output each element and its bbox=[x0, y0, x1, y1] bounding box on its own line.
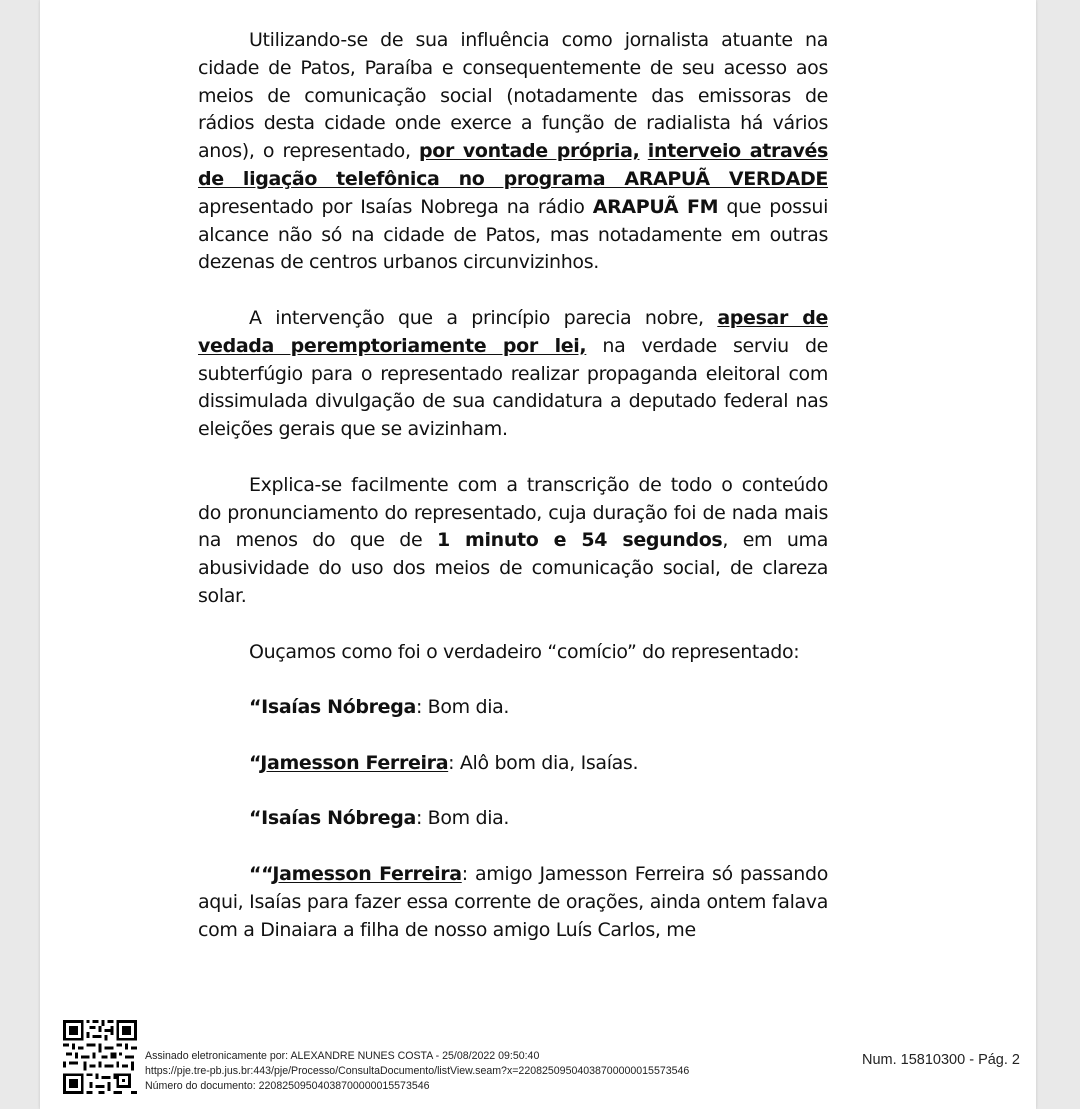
signed-by-line: Assinado eletronicamente por: ALEXANDRE NUNES COSTA - 25/08/2022 09:50:40 bbox=[145, 1050, 540, 1062]
paragraph-3: Explica-se facilmente com a transcrição de todo o conteúdo do pronunciamento do representado, cuja duração foi de nada mais na menos do que de 1 minuto e 54 segundos, em uma abusividade do uso dos meios de comunicação social, de clareza solar. bbox=[198, 473, 828, 607]
qr-code-icon bbox=[62, 1020, 138, 1094]
transcript-line-4: ““Jamesson Ferreira: amigo Jamesson Ferreira só passando aqui, Isaías para fazer essa corrente de orações, ainda ontem falava com a Dinaiara a filha de nosso amigo Luís Carlos, me bbox=[198, 862, 828, 941]
document-footer bbox=[0, 1016, 1080, 1109]
signature-info bbox=[145, 1049, 689, 1094]
paragraph-2: A intervenção que a princípio parecia nobre, apesar de vedada peremptoriamente por lei, na verdade serviu de subterfúgio para o representado realizar propaganda eleitoral com dissimulada divulgação de sua candidatura a deputado federal nas eleições gerais que se avizinham. bbox=[198, 306, 829, 441]
page-number: Num. 15810300 - Pág. 2 bbox=[862, 1052, 1020, 1068]
paragraph-4: Ouçamos como foi o verdadeiro “comício” do representado: bbox=[249, 640, 800, 663]
transcript-line-2: “Jamesson Ferreira: Alô bom dia, Isaías. bbox=[249, 751, 639, 774]
document-url-line: https://pje.tre-pb.jus.br:443/pje/Processo/ConsultaDocumento/listView.seam?x=22082509504038700000015573546 bbox=[145, 1065, 690, 1077]
document-number-line: Número do documento: 22082509504038700000015573546 bbox=[145, 1080, 430, 1092]
transcript-line-3: “Isaías Nóbrega: Bom dia. bbox=[249, 807, 510, 830]
transcript-line-1: “Isaías Nóbrega: Bom dia. bbox=[249, 696, 510, 719]
paragraph-1: Utilizando-se de sua influência como jornalista atuante na cidade de Patos, Paraíba e consequentemente de seu acesso aos meios de comunicação social (notadamente das emissoras de rádios desta cidade onde exerce a função de radialista há vários anos), o representado, por vontade própria, interveio através de ligação telefônica no programa ARAPUÃ VERDADE apresentado por Isaías Nobrega na rádio ARAPUÃ FM que possui alcance não só na cidade de Patos, mas notadamente em outras dezenas de centros urbanos circunvizinhos. bbox=[198, 29, 829, 274]
document-body bbox=[198, 27, 828, 944]
